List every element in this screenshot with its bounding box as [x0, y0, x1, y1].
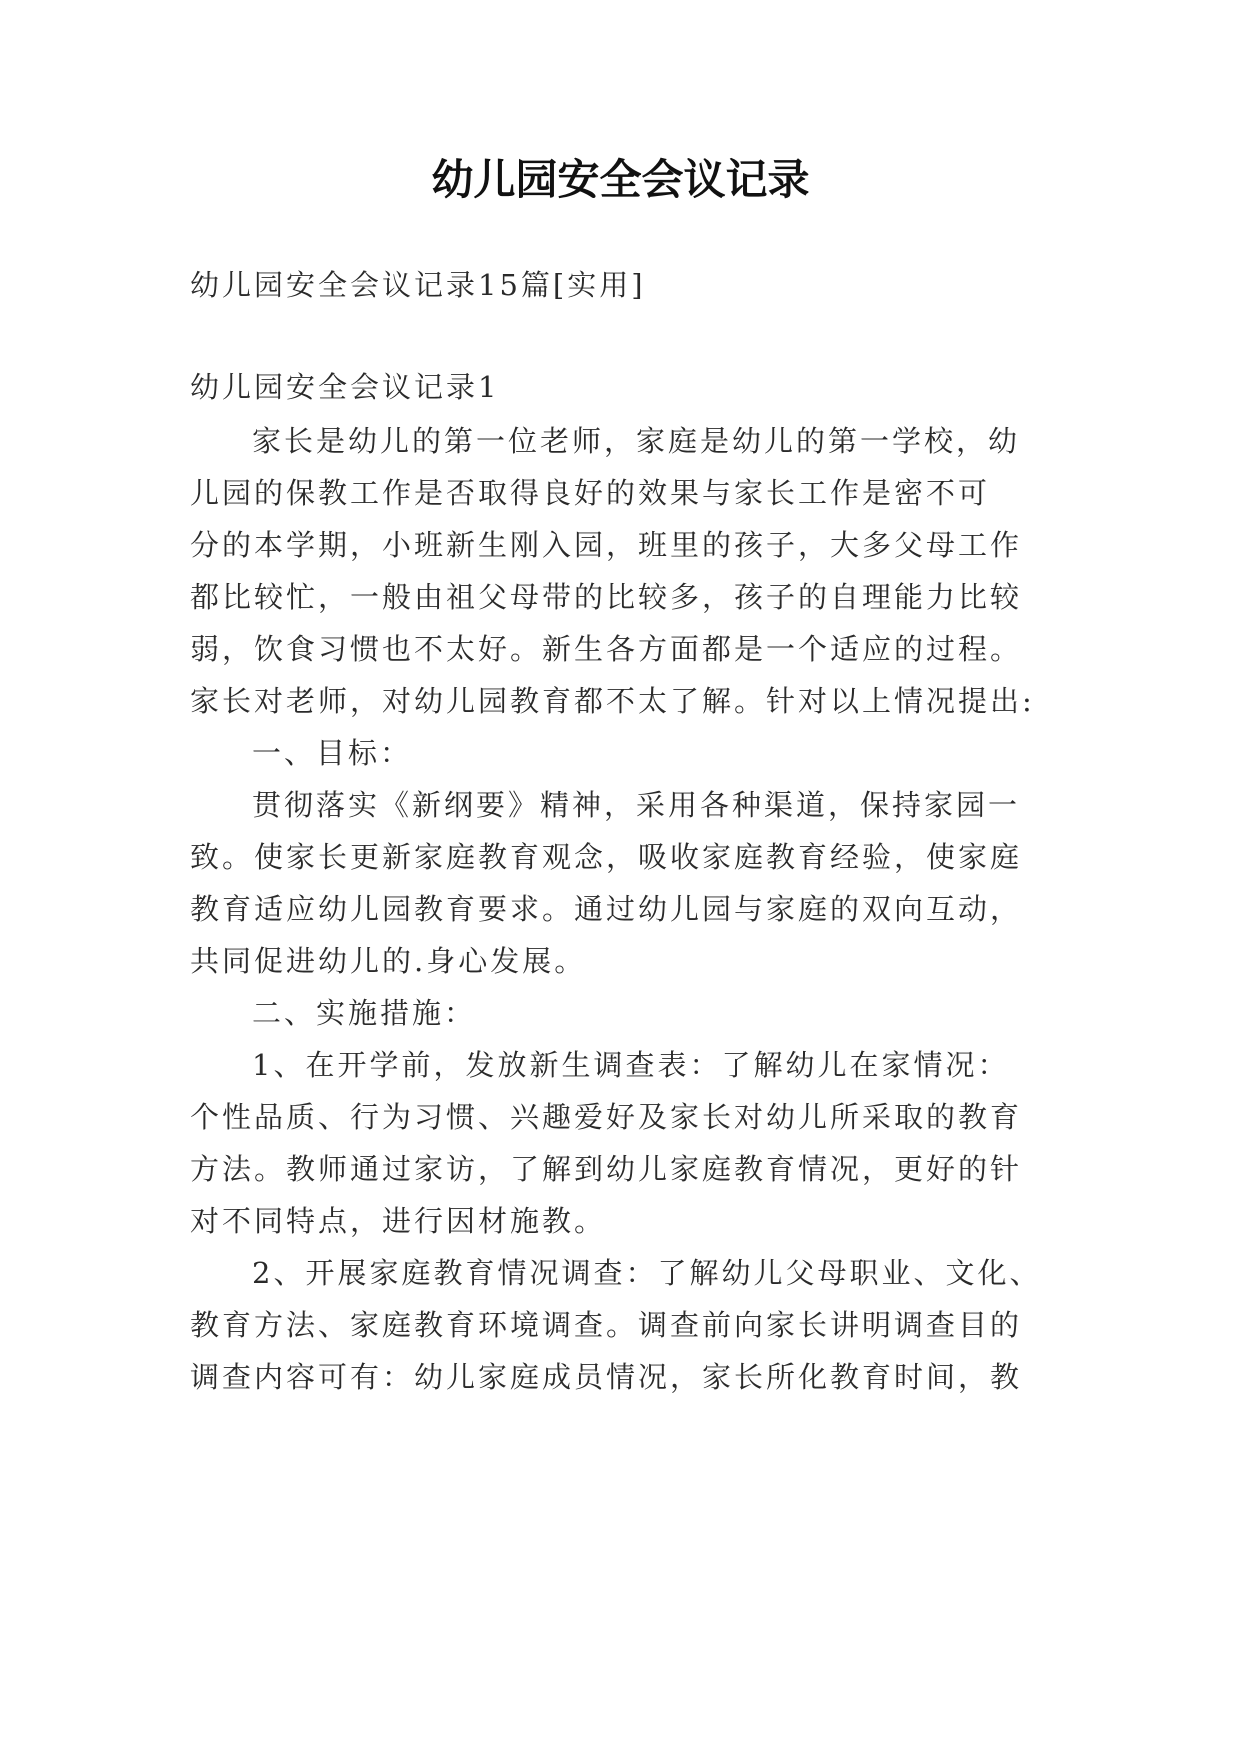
- page-title: 幼儿园安全会议记录: [431, 155, 810, 204]
- paragraph-line: 致。使家长更新家庭教育观念，吸收家庭教育经验，使家庭: [190, 840, 1023, 874]
- paragraph-line: 分的本学期，小班新生刚入园，班里的孩子，大多父母工作: [190, 528, 1023, 562]
- heading-goals: 一、目标：: [252, 736, 413, 770]
- paragraph-line: 儿园的保教工作是否取得良好的效果与家长工作是密不可: [190, 476, 991, 510]
- paragraph-line: 个性品质、行为习惯、兴趣爱好及家长对幼儿所采取的教育: [190, 1100, 1023, 1134]
- paragraph-line: 2、开展家庭教育情况调查：了解幼儿父母职业、文化、: [252, 1256, 1042, 1290]
- paragraph-line: 方法。教师通过家访，了解到幼儿家庭教育情况，更好的针: [190, 1152, 1023, 1186]
- section-heading: 幼儿园安全会议记录1: [190, 370, 500, 404]
- paragraph-line: 家长是幼儿的第一位老师，家庭是幼儿的第一学校，幼: [252, 424, 1021, 458]
- paragraph-line: 弱，饮食习惯也不太好。新生各方面都是一个适应的过程。: [190, 632, 1023, 666]
- paragraph-line: 1、在开学前，发放新生调查表：了解幼儿在家情况：: [252, 1048, 1010, 1082]
- paragraph-line: 调查内容可有：幼儿家庭成员情况，家长所化教育时间，教: [190, 1360, 1023, 1394]
- paragraph-line: 教育适应幼儿园教育要求。通过幼儿园与家庭的双向互动，: [190, 892, 1023, 926]
- paragraph-line: 家长对老师，对幼儿园教育都不太了解。针对以上情况提出:: [190, 684, 1035, 718]
- document-subtitle: 幼儿园安全会议记录15篇[实用]: [190, 268, 646, 302]
- paragraph-line: 教育方法、家庭教育环境调查。调查前向家长讲明调查目的: [190, 1308, 1023, 1342]
- paragraph-line: 都比较忙，一般由祖父母带的比较多，孩子的自理能力比较: [190, 580, 1023, 614]
- paragraph-line: 贯彻落实《新纲要》精神，采用各种渠道，保持家园一: [252, 788, 1021, 822]
- heading-measures: 二、实施措施：: [252, 996, 477, 1030]
- paragraph-line: 共同促进幼儿的.身心发展。: [190, 944, 587, 978]
- paragraph-line: 对不同特点，进行因材施教。: [190, 1204, 607, 1238]
